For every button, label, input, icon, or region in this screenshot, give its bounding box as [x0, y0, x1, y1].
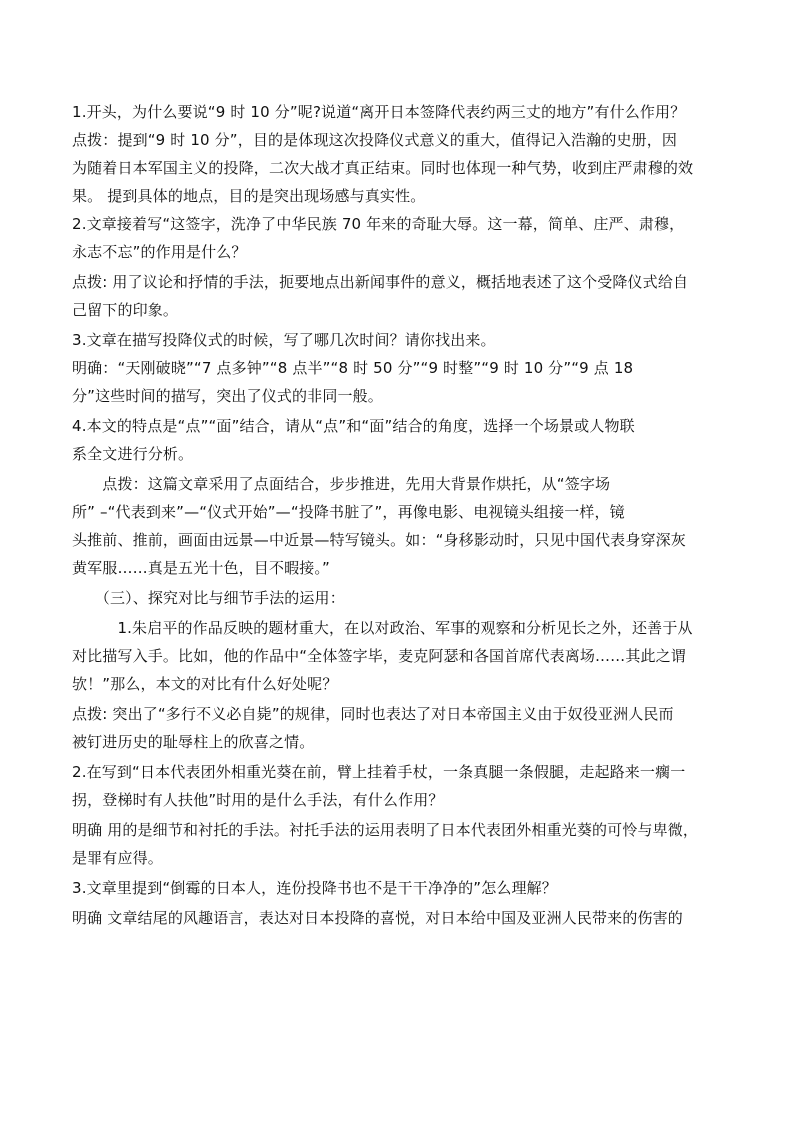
- answer-1-line-1: 点拨：提到“9 时 10 分”，目的是体现这次投降仪式意义的重大，值得记入浩瀚的史册，因: [72, 131, 678, 149]
- question-4-line-1: 4.本文的特点是“点”“面”结合，请从“点”和“面”结合的角度，选择一个场景或人物联: [72, 417, 635, 435]
- answer-3-line-2: 分”这些时间的描写，突出了仪式的非同一般。: [72, 387, 383, 405]
- s3-question-1-line-1: 1.朱启平的作品反映的题材重大，在以对政治、军事的观察和分析见长之外，还善于从: [72, 619, 693, 637]
- answer-2-line-1: 点拨: 用了议论和抒情的手法，扼要地点出新闻事件的意义，概括地表述了这个受降仪式给自: [72, 273, 689, 291]
- section-3-heading: （三）、探究对比与细节手法的运用：: [72, 589, 345, 607]
- answer-1-line-2: 为随着日本军国主义的投降，二次大战才真正结束。同时也体现一种气势，收到庄严肃穆的效: [72, 159, 694, 177]
- s3-answer-2-line-1: 明确 用的是细节和衬托的手法。衬托手法的运用表明了日本代表团外相重光葵的可怜与卑微，: [72, 821, 699, 839]
- s3-question-2-line-2: 拐，登梯时有人扶他”时用的是什么手法，有什么作用？: [72, 791, 444, 809]
- s3-question-2-line-1: 2.在写到“日本代表团外相重光葵在前，臂上挂着手杖，一条真腿一条假腿，走起路来一瘸一: [72, 763, 686, 781]
- question-2-line-1: 2.文章接着写“这签字，洗净了中华民族 70 年来的奇耻大辱。这一幕，简单、庄严、肃穆，: [72, 215, 685, 233]
- answer-4-line-2: 所” –“代表到来”—“仪式开始”—“投降书脏了”，再像电影、电视镜头组接一样，镜: [72, 503, 625, 521]
- question-3-line-1: 3.文章在描写投降仪式的时候，写了哪几次时间？请你找出来。: [72, 331, 496, 349]
- answer-3-line-1: 明确：“天刚破晓”“7 点多钟”“8 点半”“8 时 50 分”“9 时整”“9 时 10 分”“9 点 18: [72, 359, 634, 377]
- s3-answer-1-line-2: 被钉进历史的耻辱柱上的欣喜之情。: [72, 733, 315, 751]
- s3-answer-3-line-1: 明确 文章结尾的风趣语言，表达对日本投降的喜悦，对日本给中国及亚洲人民带来的伤害的: [72, 909, 683, 927]
- s3-question-1-line-3: 欤！”那么，本文的对比有什么好处呢？: [72, 675, 338, 693]
- question-1-line-1: 1.开头，为什么要说“9 时 10 分”呢?说道“离开日本签降代表约两三丈的地方”有什么作用？: [72, 103, 686, 121]
- s3-answer-2-line-2: 是罪有应得。: [72, 849, 163, 867]
- question-4-line-2: 系全文进行分析。: [72, 445, 194, 463]
- answer-4-line-3: 头推前、推前，画面由远景—中近景—特写镜头。如：“身移影动时，只见中国代表身穿深灰: [72, 531, 686, 549]
- answer-4-line-1: 点拨：这篇文章采用了点面结合，步步推进，先用大背景作烘托，从“签字场: [72, 475, 611, 493]
- answer-1-line-3: 果。 提到具体的地点，目的是突出现场感与真实性。: [72, 187, 426, 205]
- s3-question-1-line-2: 对比描写入手。比如，他的作品中“全体签字毕，麦克阿瑟和各国首席代表离场……其此之谓: [72, 647, 686, 665]
- s3-question-3-line-1: 3.文章里提到“倒霉的日本人，连份投降书也不是干干净净的”怎么理解？: [72, 879, 557, 897]
- answer-4-line-4: 黄军服……真是五光十色，目不暇接。”: [72, 559, 330, 577]
- s3-answer-1-line-1: 点拨: 突出了“多行不义必自毙”的规律，同时也表达了对日本帝国主义由于奴役亚洲人民而: [72, 705, 674, 723]
- answer-2-line-2: 己留下的印象。: [72, 301, 179, 319]
- question-2-line-2: 永志不忘”的作用是什么？: [72, 243, 247, 261]
